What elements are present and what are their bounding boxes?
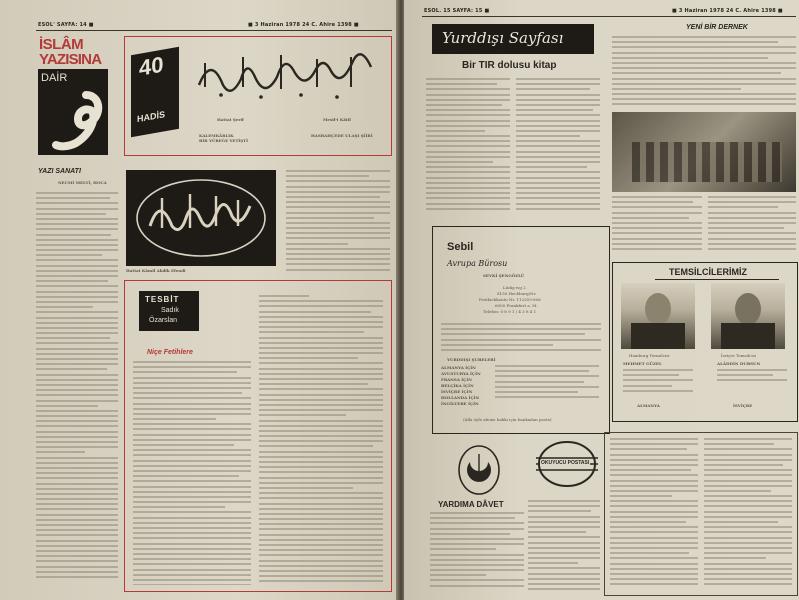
sebil-agency-addresses [495,365,599,407]
sebil-box [432,226,610,434]
sebil-agency-7: İNGİLTERE İÇİN [441,401,479,406]
islam-yazisi-line1: İSLÂM [39,36,84,53]
right-page [404,0,799,600]
yurtdisi-title: Yurddışı Sayfası [442,29,564,47]
sebil-address-2: 8150 Hechburg/Nr. [497,291,537,296]
sebil-office: Avrupa Bürosu [447,259,508,268]
yazi-sanati-body [36,192,118,592]
hadis-box [124,36,392,156]
sebil-address-5: Telefon: 0 8 9 1 / 4 3 8 4 1 [483,309,537,314]
yurtdisi-body-col1 [426,78,510,218]
sebil-agency-3: FRANSA İÇİN [441,377,472,382]
temsilcilerimiz-heading: TEMSİLCİLERİMİZ [669,267,747,277]
tesbit-author-last: Özarslan [149,317,178,324]
right-page-header-right: ■ 3 Haziran 1978 24 C. Ahire 1398 ■ [672,8,783,14]
left-page-header-left: ESOL' SAYFA: 14 ■ [38,22,94,28]
calligraphy-caption: Hattat Kâmil Akdik Efendi [126,268,186,273]
yeni-dernek-body-col3 [708,196,796,256]
sebil-footer: (Alla öyle abone hakkı için bankadan posta) [463,417,552,422]
yeni-dernek-heading: YENİ BİR DERNEK [686,24,748,31]
sebil-notice [441,323,601,355]
yeni-dernek-body [612,36,796,108]
hadis-caption-left: KALEMKÂRLIK BİR YÜREĞE YETİŞTİ [199,133,249,144]
okuyucu-postasi-badge [536,438,598,490]
right-page-header-left: ESOL. 15 SAYFA: 15 ■ [424,8,490,14]
hadis-label: HADİS [137,109,166,125]
waw-letter-icon [52,87,104,151]
crescent-emblem-icon [456,444,502,496]
representative-1-address [623,369,693,399]
hadis-badge [131,47,179,137]
temsilcilerimiz-box [612,262,798,422]
tesbit-brand: TESBİT [145,295,180,304]
tesbit-author-first: Sadık [161,307,179,314]
left-page [0,0,398,600]
arabic-calligraphy-icon [191,45,381,107]
sebil-address-4: 6000 Frankfurt a. M. [495,303,538,308]
representative-1-name: MEHMET GÜZEL [623,361,662,366]
sebil-address-1: Lüdig wg 2 [503,285,526,290]
yardima-davet-body [430,512,524,592]
right-header-rule [422,16,796,17]
tesbit-body-col1 [133,361,251,585]
islam-yazisi-line2: YAZISINA [39,51,102,68]
representative-2-name: ALÂDDİN DURSUN [717,361,761,366]
okuyucu-postasi-body [528,500,600,592]
left-page-header-right: ■ 3 Haziran 1978 24 C. Ahire 1398 ■ [248,22,359,28]
sebil-manager: SEVKİ ŞENGÖZLÜ [483,273,525,278]
representative-1-photo [621,283,695,349]
islam-yazisi-line3: DAİR [41,72,68,84]
tesbit-title: Niçe Fetihlere [147,349,193,356]
sebil-agencies-title: YURDDIŞI ŞUBELERİ [447,357,496,362]
sebil-agency-4: BELÇİKA İÇİN [441,383,474,388]
yardima-davet-heading: YARDIMA DÂVET [438,500,504,509]
sebil-agency-6: HOLLANDA İÇİN [441,395,480,400]
calligraphy-side-text [286,170,390,274]
yurtdisi-subtitle: Bir TIR dolusu kitap [462,60,557,71]
reader-letters-col1 [610,438,698,588]
dernek-photo [612,112,796,192]
hadis-author-left: Hattat Şerif [217,117,244,122]
yazi-sanati-author: NECMİ MELTİ, HOCA [58,180,107,185]
representative-2-address [717,369,787,389]
representative-1-country: ALMANYA [637,403,660,408]
tesbit-box [124,280,392,592]
representative-2-caption: İsviçre Temsilcisi [721,353,756,358]
tesbit-body-col2 [259,295,383,585]
sebil-agency-5: İSVİÇRE İÇİN [441,389,473,394]
representative-2-country: İSVİÇRE [733,403,753,408]
oval-calligraphy-icon [132,176,270,260]
reader-letters-col2 [704,438,792,588]
yurtdisi-body-col2 [516,78,600,218]
yurtdisi-title-bar [432,24,594,54]
tesbit-badge [139,291,199,331]
yazi-sanati-heading: YAZI SANATI [38,168,81,175]
yeni-dernek-body-col2 [612,196,702,256]
representative-2-photo [711,283,785,349]
okuyucu-postasi-label: OKUYUCU POSTASI [541,460,590,466]
calligraphy-oval-block [126,170,276,266]
sebil-agency-1: ALMANYA İÇİN [441,365,476,370]
representative-1-caption: Hamburg Temsilcisi [629,353,670,358]
sebil-name: Sebil [447,241,474,253]
hadis-number: 40 [139,51,164,81]
hadis-author-right: Mesil-i Kâtil [323,117,351,122]
hadis-caption-right: HASBAHÇEDE ULAŞI ŞİİRİ [311,133,373,138]
islam-yazisi-dark-panel [38,69,108,155]
sebil-address-3: Postfachkonto Nr. 112555-606 [479,297,541,302]
islam-yazisi-block [36,35,112,155]
header-rule [36,30,392,31]
sebil-agency-2: AVUSTURYA İÇİN [441,371,481,376]
